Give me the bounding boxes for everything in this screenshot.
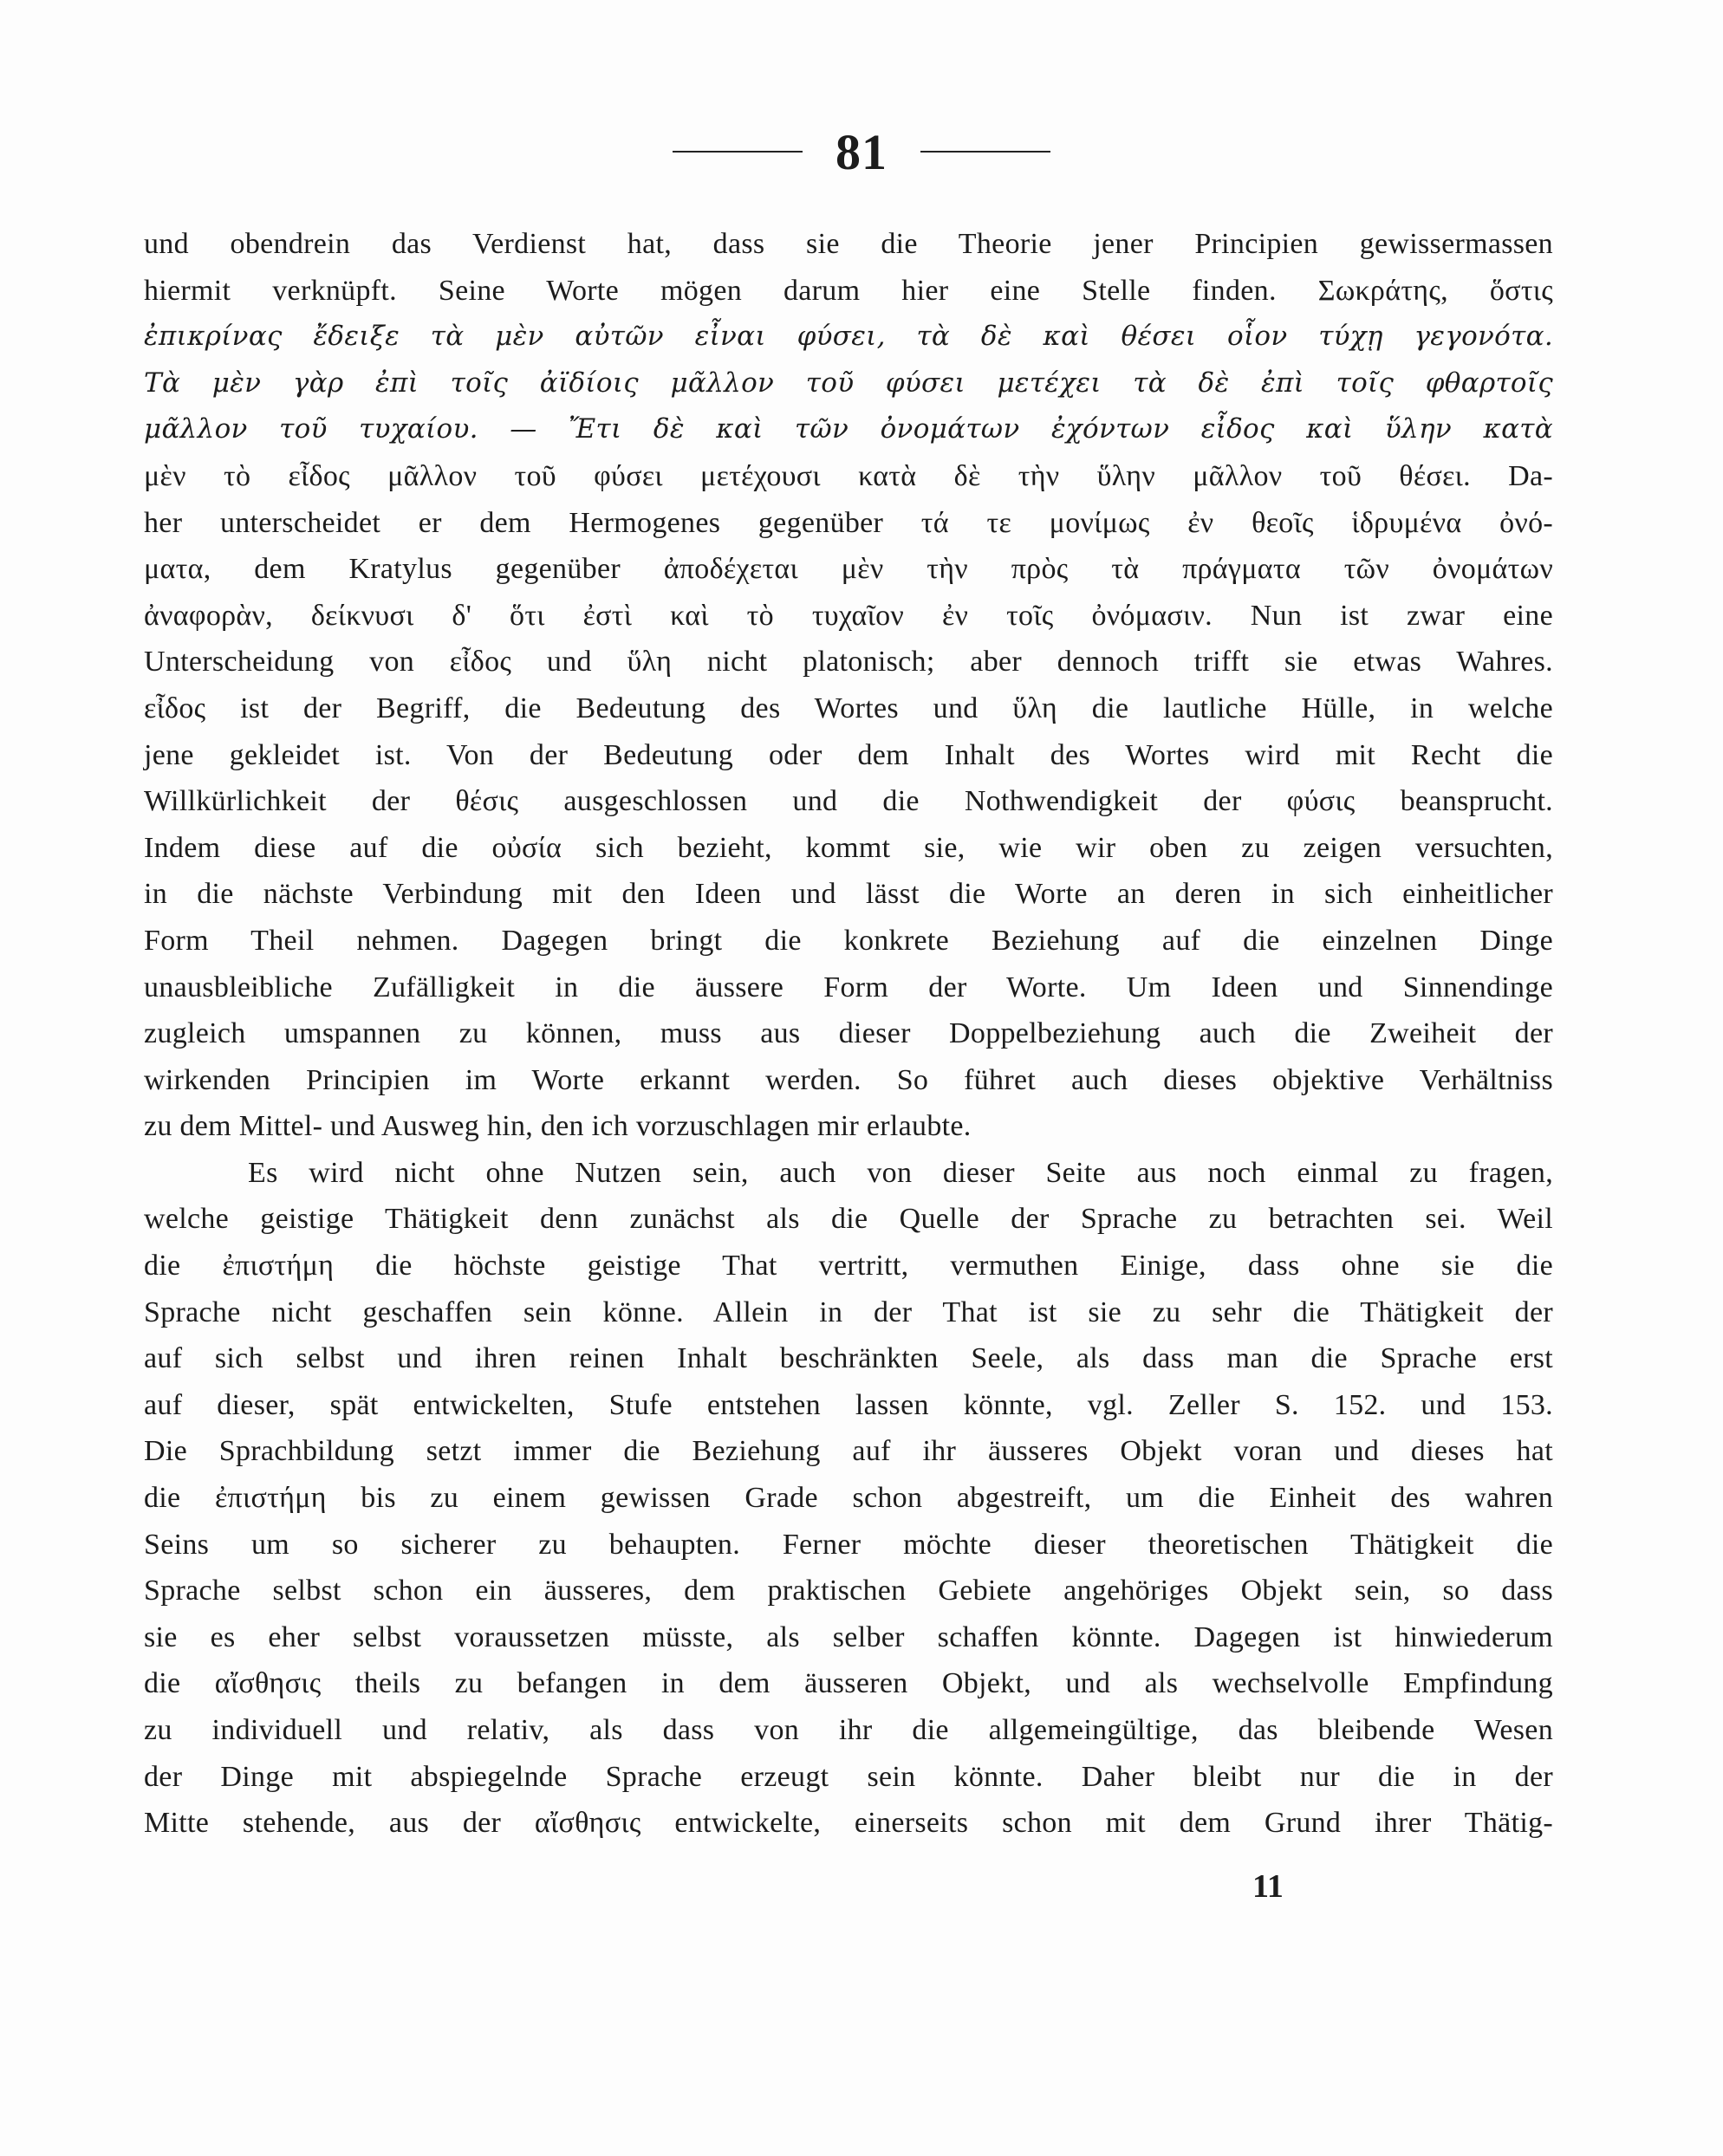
text-line: ἀναφορὰν, δείκνυσι δ' ὅτι ἐστὶ καὶ τὸ τυχαῖον ἐν τοῖς ὀνόμασιν. Nun ist zwar eine: [144, 599, 1553, 632]
page-header: [0, 121, 1723, 182]
text-line: Mitte stehende, aus der αἴσθησις entwickelte, einerseits schon mit dem Grund ihrer Thätig-: [144, 1807, 1553, 1840]
text-line: Sprache selbst schon ein äusseres, dem praktischen Gebiete angehöriges Objekt sein, so dass: [144, 1575, 1553, 1607]
text-line: jene gekleidet ist. Von der Bedeutung oder dem Inhalt des Wortes wird mit Recht die: [144, 738, 1553, 771]
text-line: auf sich selbst und ihren reinen Inhalt beschränkten Seele, als dass man die Sprache erst: [144, 1342, 1553, 1375]
text-line: sie es eher selbst voraussetzen müsste, als selber schaffen könnte. Dagegen ist hinwiederum: [144, 1620, 1553, 1653]
page-number: 81: [835, 123, 888, 180]
text-line: μᾶλλον τοῦ τυχαίου. — Ἔτι δὲ καὶ τῶν ὀνομάτων ἐχόντων εἶδος καὶ ὕλην κατὰ: [144, 413, 1553, 445]
text-line: wirkenden Principien im Worte erkannt werden. So führet auch dieses objektive Verhältniss: [144, 1063, 1553, 1096]
text-line: Seins um so sicherer zu behaupten. Ferner möchte dieser theoretischen Thätigkeit die: [144, 1528, 1553, 1561]
text-line: die αἴσθησις theils zu befangen in dem äusseren Objekt, und als wechselvolle Empfindung: [144, 1667, 1553, 1700]
text-line: ἐπικρίνας ἔδειξε τὰ μὲν αὐτῶν εἶναι φύσει, τὰ δὲ καὶ θέσει οἷον τύχῃ γεγονότα.: [144, 321, 1553, 353]
text-line: zugleich umspannen zu können, muss aus dieser Doppelbeziehung auch die Zweiheit der: [144, 1017, 1553, 1050]
text-line: hiermit verknüpft. Seine Worte mögen darum hier eine Stelle finden. Σωκράτης, ὅστις: [144, 274, 1553, 307]
text-line: die ἐπιστήμη bis zu einem gewissen Grade schon abgestreift, um die Einheit des wahren: [144, 1482, 1553, 1515]
text-line: Form Theil nehmen. Dagegen bringt die konkrete Beziehung auf die einzelnen Dinge: [144, 924, 1553, 957]
text-line: μὲν τὸ εἶδος μᾶλλον τοῦ φύσει μετέχουσι κατὰ δὲ τὴν ὕλην μᾶλλον τοῦ θέσει. Da-: [144, 459, 1553, 492]
text-line: Indem diese auf die οὐσία sich bezieht, kommt sie, wie wir oben zu zeigen versuchten,: [144, 831, 1553, 864]
text-line: auf dieser, spät entwickelten, Stufe entstehen lassen könnte, vgl. Zeller S. 152. und 153.: [144, 1388, 1553, 1421]
text-line: ματα, dem Kratylus gegenüber ἀποδέχεται μὲν τὴν πρὸς τὰ πράγματα τῶν ὀνομάτων: [144, 553, 1553, 586]
text-line: zu dem Mittel- und Ausweg hin, den ich vorzuschlagen mir erlaubte.: [144, 1110, 972, 1143]
text-line: unausbleibliche Zufälligkeit in die äussere Form der Worte. Um Ideen und Sinnendinge: [144, 971, 1553, 1003]
text-line: Es wird nicht ohne Nutzen sein, auch von dieser Seite aus noch einmal zu fragen,: [248, 1156, 1553, 1189]
text-line: εἶδος ist der Begriff, die Bedeutung des Wortes und ὕλη die lautliche Hülle, in welche: [144, 692, 1553, 724]
text-line: welche geistige Thätigkeit denn zunächst als die Quelle der Sprache zu betrachten sei. Weil: [144, 1203, 1553, 1236]
text-line: Sprache nicht geschaffen sein könne. Allein in der That ist sie zu sehr die Thätigkeit der: [144, 1296, 1553, 1328]
text-line: in die nächste Verbindung mit den Ideen und lässt die Worte an deren in sich einheitlicher: [144, 878, 1553, 911]
header-rule-left: [673, 151, 803, 153]
signature-mark: 11: [1252, 1868, 1284, 1905]
text-line: der Dinge mit abspiegelnde Sprache erzeugt sein könnte. Daher bleibt nur die in der: [144, 1760, 1553, 1793]
text-line: Die Sprachbildung setzt immer die Beziehung auf ihr äusseres Objekt voran und dieses hat: [144, 1435, 1553, 1468]
text-line: Willkürlichkeit der θέσις ausgeschlossen und die Nothwendigkeit der φύσις beansprucht.: [144, 785, 1553, 818]
text-line: die ἐπιστήμη die höchste geistige That vertritt, vermuthen Einige, dass ohne sie die: [144, 1250, 1553, 1283]
text-line: her unterscheidet er dem Hermogenes gegenüber τά τε μονίμως ἐν θεοῖς ἱδρυμένα ὀνό-: [144, 506, 1553, 539]
text-line: und obendrein das Verdienst hat, dass sie die Theorie jener Principien gewissermassen: [144, 228, 1553, 260]
body-text: [144, 221, 1553, 1847]
text-line: Τὰ μὲν γὰρ ἐπὶ τοῖς ἀϊδίοις μᾶλλον τοῦ φύσει μετέχει τὰ δὲ ἐπὶ τοῖς φθαρτοῖς: [144, 367, 1553, 399]
header-rule-right: [920, 151, 1050, 153]
text-line: Unterscheidung von εἶδος und ὕλη nicht platonisch; aber dennoch trifft sie etwas Wahres.: [144, 646, 1553, 679]
text-line: zu individuell und relativ, als dass von ihr die allgemeingültige, das bleibende Wesen: [144, 1714, 1553, 1746]
